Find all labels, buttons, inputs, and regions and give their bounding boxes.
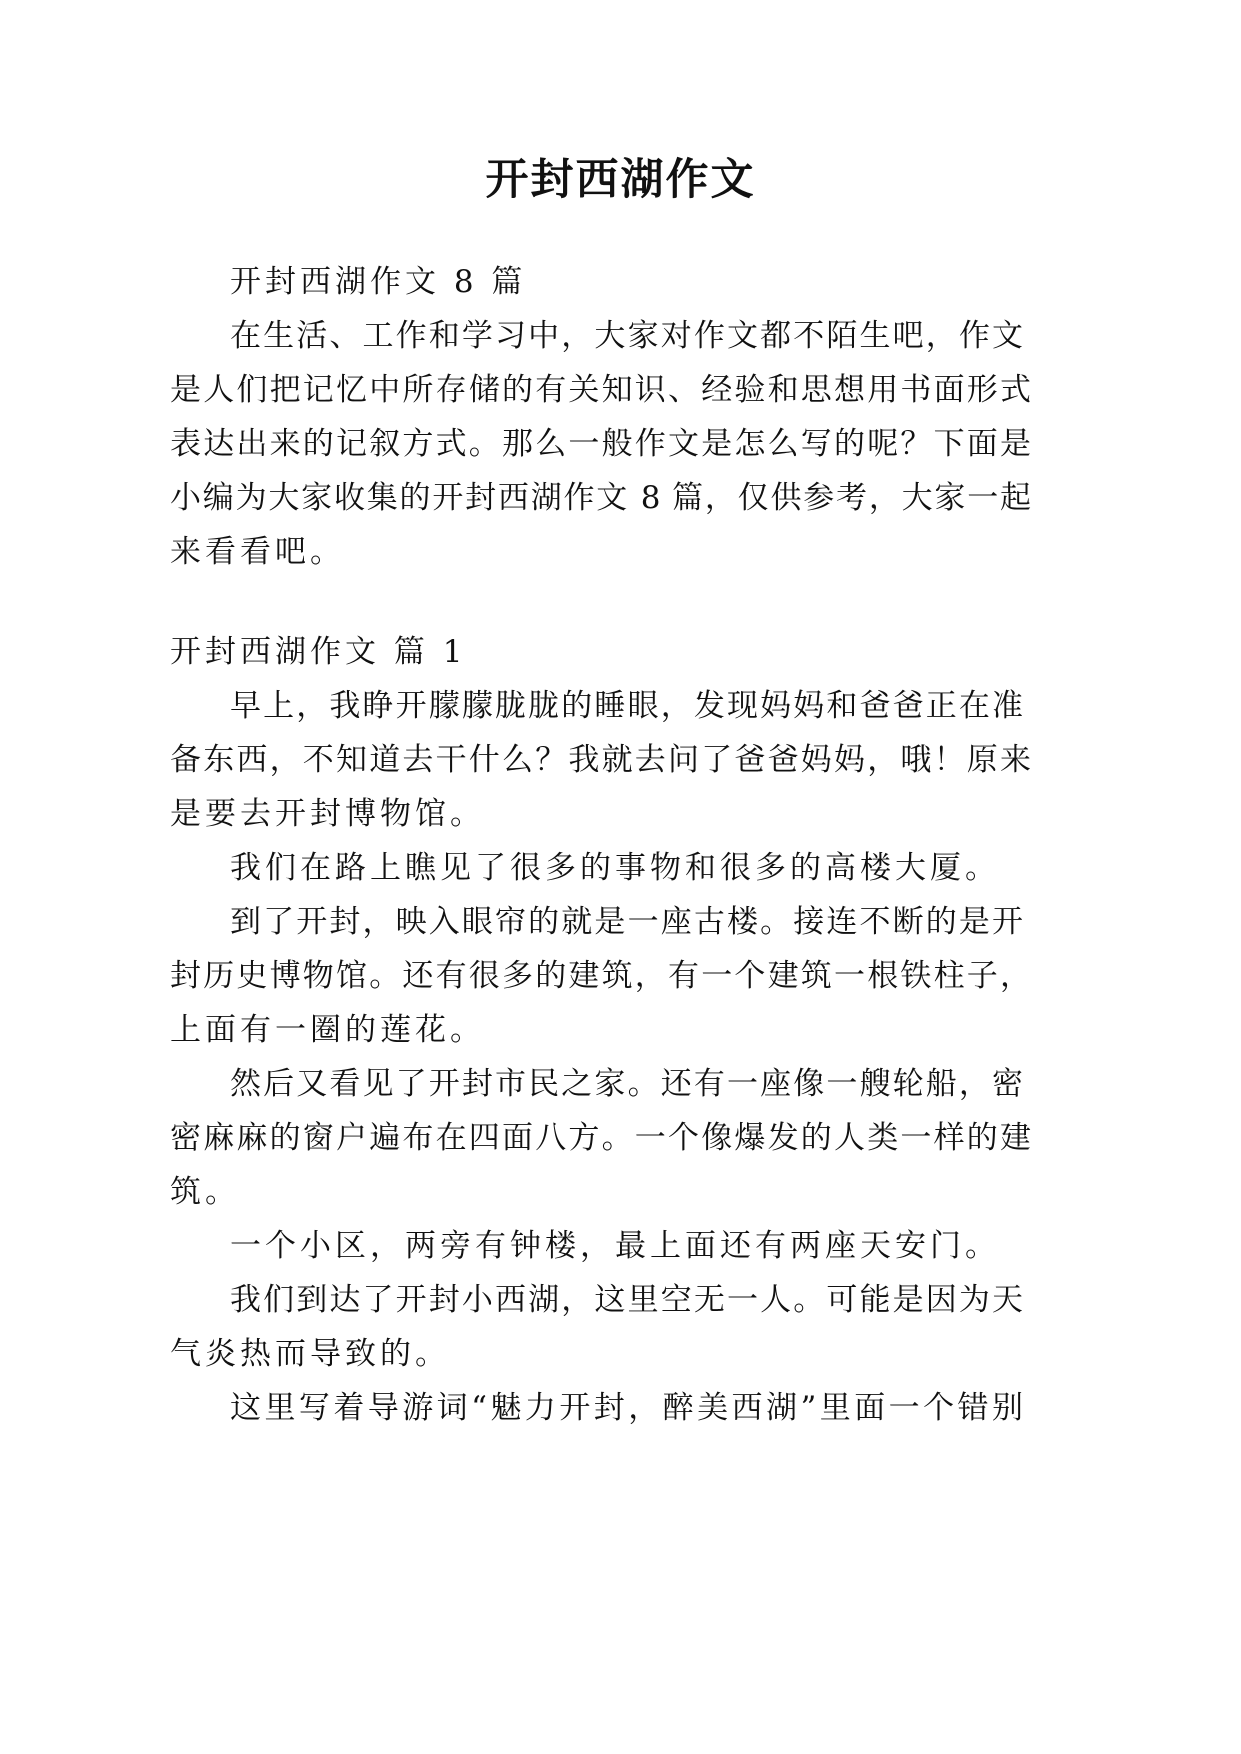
intro-line: 是人们把记忆中所存储的有关知识、经验和思想用书面形式 <box>170 372 1031 408</box>
section-line: 封历史博物馆。还有很多的建筑，有一个建筑一根铁柱子， <box>170 958 1031 994</box>
section-line: 筑。 <box>170 1174 240 1210</box>
section-line: 我们到达了开封小西湖，这里空无一人。可能是因为天 <box>230 1282 1023 1318</box>
document-title: 开封西湖作文 <box>485 155 756 205</box>
intro-heading: 开封西湖作文 8 篇 <box>230 264 527 300</box>
intro-line: 来看看吧。 <box>170 534 345 570</box>
section-line: 早上，我睁开朦朦胧胧的睡眼，发现妈妈和爸爸正在准 <box>230 688 1023 724</box>
section-heading: 开封西湖作文 篇 1 <box>170 634 467 670</box>
section-line: 我们在路上瞧见了很多的事物和很多的高楼大厦。 <box>230 850 1000 886</box>
section-line: 密麻麻的窗户遍布在四面八方。一个像爆发的人类一样的建 <box>170 1120 1031 1156</box>
section-line: 备东西，不知道去干什么？我就去问了爸爸妈妈，哦！原来 <box>170 742 1031 778</box>
section-line: 是要去开封博物馆。 <box>170 796 485 832</box>
section-line: 到了开封，映入眼帘的就是一座古楼。接连不断的是开 <box>230 904 1023 940</box>
section-line: 这里写着导游词“魅力开封，醉美西湖”里面一个错别 <box>230 1390 1023 1426</box>
section-line: 上面有一圈的莲花。 <box>170 1012 485 1048</box>
intro-line: 表达出来的记叙方式。那么一般作文是怎么写的呢？下面是 <box>170 426 1031 462</box>
section-line: 一个小区，两旁有钟楼，最上面还有两座天安门。 <box>230 1228 1000 1264</box>
section-line: 气炎热而导致的。 <box>170 1336 450 1372</box>
section-line: 然后又看见了开封市民之家。还有一座像一艘轮船，密 <box>230 1066 1023 1102</box>
intro-line: 在生活、工作和学习中，大家对作文都不陌生吧，作文 <box>230 318 1023 354</box>
intro-line: 小编为大家收集的开封西湖作文 8 篇，仅供参考，大家一起 <box>170 480 1031 516</box>
